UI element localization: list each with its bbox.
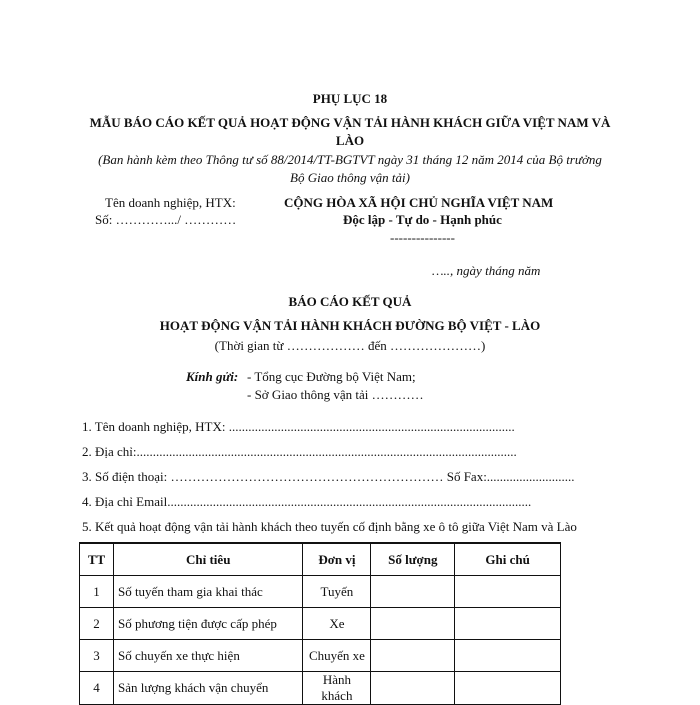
document-number: Số: ………….../ …………: [95, 212, 237, 227]
row-indicator: Số chuyến xe thực hiện: [113, 640, 303, 672]
results-table: [79, 542, 561, 705]
row-unit: Chuyến xe: [303, 640, 371, 672]
appendix-label: PHỤ LỤC 18: [312, 91, 388, 106]
form-title-line-1: MẪU BÁO CÁO KẾT QUẢ HOẠT ĐỘNG VẬN TẢI HÀNH KHÁCH GIỮA VIỆT NAM VÀ: [89, 115, 611, 130]
table-row: [80, 576, 561, 608]
row-number: 3: [80, 640, 114, 672]
report-period: (Thời gian từ ……………… đến …………………): [214, 338, 486, 353]
row-unit: Xe: [303, 608, 371, 640]
recipient-2: - Sở Giao thông vận tải …………: [247, 387, 424, 402]
row-notes: [455, 608, 561, 640]
field-enterprise-name: 1. Tên doanh nghiệp, HTX: ........................................................................................: [82, 419, 515, 434]
row-quantity: [371, 640, 455, 672]
field-email: 4. Địa chỉ Email................................................................................................................: [82, 494, 532, 509]
row-number: 2: [80, 608, 114, 640]
row-unit: Hành khách: [303, 672, 371, 705]
report-title: BÁO CÁO KẾT QUẢ: [288, 294, 412, 309]
row-notes: [455, 576, 561, 608]
report-subtitle: HOẠT ĐỘNG VẬN TẢI HÀNH KHÁCH ĐƯỜNG BỘ VIỆT - LÀO: [159, 318, 541, 333]
row-indicator: Sản lượng khách vận chuyển: [113, 672, 303, 705]
header-unit: Đơn vị: [303, 543, 371, 576]
issuance-note-line-1: (Ban hành kèm theo Thông tư số 88/2014/TT-BGTVT ngày 31 tháng 12 năm 2014 của Bộ trưởng: [98, 152, 602, 167]
row-number: 1: [80, 576, 114, 608]
row-indicator: Số tuyến tham gia khai thác: [113, 576, 303, 608]
motto-underline: ---------------: [390, 230, 455, 245]
form-title-line-2: LÀO: [335, 133, 365, 148]
national-motto: Độc lập - Tự do - Hạnh phúc: [343, 212, 502, 227]
row-unit: Tuyến: [303, 576, 371, 608]
row-number: 4: [80, 672, 114, 705]
row-quantity: [371, 608, 455, 640]
header-quantity: Số lượng: [371, 543, 455, 576]
date-line: ….., ngày tháng năm: [432, 263, 541, 278]
field-result-heading: 5. Kết quả hoạt động vận tải hành khách theo tuyến cố định bằng xe ô tô giữa Việt Nam và Lào: [82, 519, 577, 534]
row-indicator: Số phương tiện được cấp phép: [113, 608, 303, 640]
table-header-row: [80, 543, 561, 576]
issuance-note-line-2: Bộ Giao thông vận tải): [290, 170, 410, 185]
recipient-1: - Tổng cục Đường bộ Việt Nam;: [247, 369, 416, 384]
recipients-label: Kính gửi:: [186, 369, 239, 384]
field-phone-fax: 3. Số điện thoại: ……………………………………………………… Số Fax:...........................: [82, 469, 575, 484]
header-indicator: Chỉ tiêu: [113, 543, 303, 576]
row-notes: [455, 640, 561, 672]
table-row: [80, 640, 561, 672]
field-address: 2. Địa chỉ:.....................................................................................................................: [82, 444, 517, 459]
country-name: CỘNG HÒA XÃ HỘI CHỦ NGHĨA VIỆT NAM: [284, 195, 554, 210]
enterprise-name-label: Tên doanh nghiệp, HTX:: [105, 195, 236, 210]
row-quantity: [371, 576, 455, 608]
header-tt: TT: [80, 543, 114, 576]
header-notes: Ghi chú: [455, 543, 561, 576]
table-row: [80, 608, 561, 640]
